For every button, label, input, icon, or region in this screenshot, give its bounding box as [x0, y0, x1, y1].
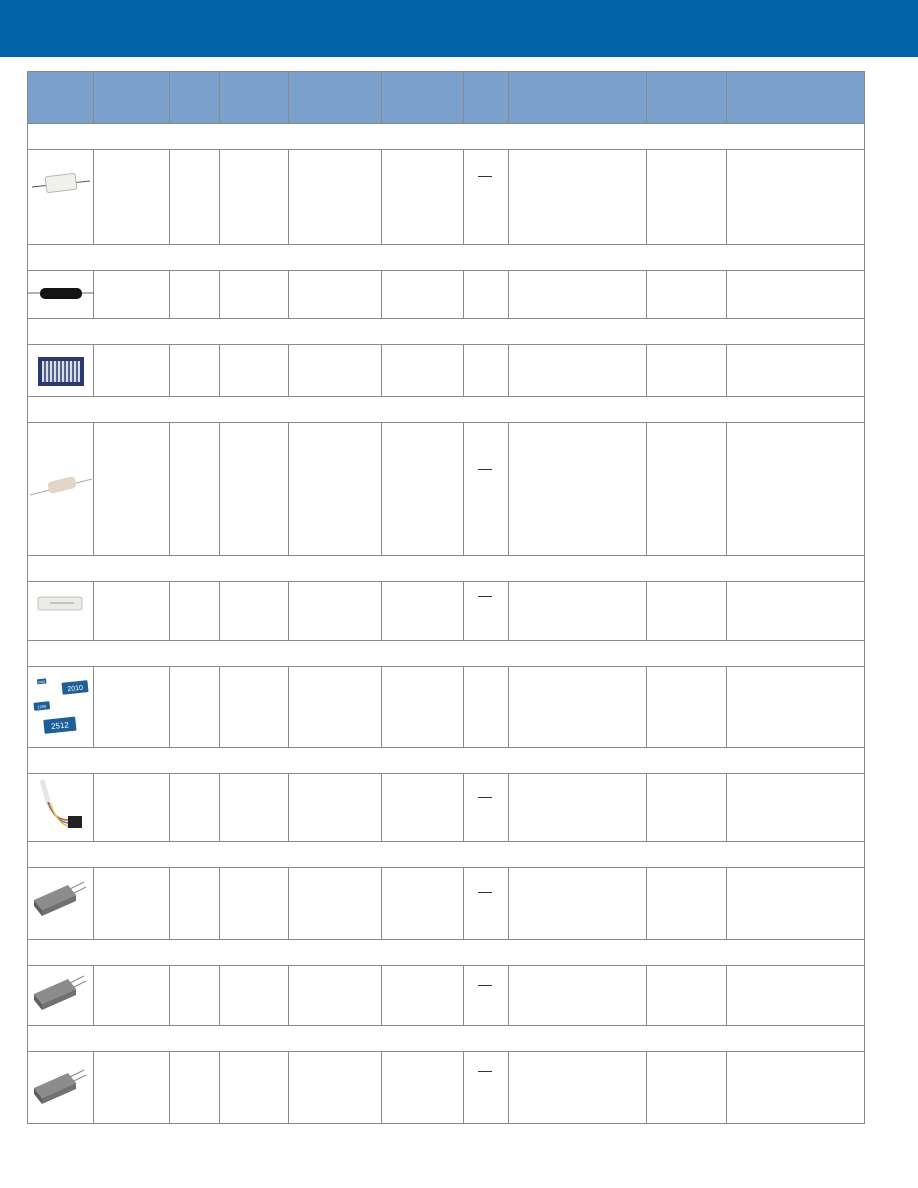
table-row — [28, 423, 865, 556]
product-image-cell — [28, 345, 94, 397]
grid-resistor-module-icon — [28, 345, 94, 397]
column-header — [382, 72, 464, 124]
table-row — [28, 271, 865, 319]
group-row — [28, 319, 865, 345]
dash-cell — [464, 582, 509, 641]
column-header — [28, 72, 94, 124]
group-row — [28, 397, 865, 423]
column-header — [464, 72, 509, 124]
group-label — [28, 124, 865, 150]
group-label — [28, 748, 865, 774]
product-table — [27, 71, 865, 1124]
dash-cell — [464, 423, 509, 556]
chip-resistors-icon — [28, 667, 94, 748]
dash-cell — [464, 271, 509, 319]
wired-connector-resistor-icon — [28, 774, 94, 842]
column-header — [220, 72, 289, 124]
group-label — [28, 319, 865, 345]
grey-radial-block-resistor-icon — [28, 966, 94, 1026]
group-row — [28, 245, 865, 271]
dash-cell — [464, 774, 509, 842]
grey-radial-block-resistor-icon — [28, 868, 94, 940]
product-image-cell — [28, 774, 94, 842]
column-header — [170, 72, 220, 124]
group-label — [28, 397, 865, 423]
column-header — [647, 72, 727, 124]
group-row — [28, 748, 865, 774]
product-image-cell — [28, 271, 94, 319]
group-row — [28, 1026, 865, 1052]
table-row — [28, 966, 865, 1026]
product-image-cell — [28, 966, 94, 1026]
dash-mark — [478, 797, 492, 798]
dash-cell — [464, 667, 509, 748]
group-row — [28, 124, 865, 150]
dash-mark — [478, 596, 492, 597]
table-row — [28, 1052, 865, 1124]
dash-mark — [478, 985, 492, 986]
dash-mark — [478, 176, 492, 177]
dash-cell — [464, 868, 509, 940]
product-image-cell — [28, 150, 94, 245]
product-image-cell — [28, 1052, 94, 1124]
table-row — [28, 150, 865, 245]
table-row — [28, 345, 865, 397]
table-header-row — [28, 72, 865, 124]
group-label — [28, 245, 865, 271]
chip-label: 1206 — [37, 703, 47, 710]
grey-radial-block-resistor-icon — [28, 1052, 94, 1124]
group-label — [28, 556, 865, 582]
chip-label: 2512 — [50, 720, 70, 732]
group-row — [28, 842, 865, 868]
beige-axial-resistor-icon — [28, 423, 94, 556]
group-label — [28, 842, 865, 868]
black-axial-resistor-icon — [28, 271, 94, 319]
group-row — [28, 940, 865, 966]
dash-cell — [464, 1052, 509, 1124]
header-banner — [0, 0, 918, 57]
product-image-cell — [28, 868, 94, 940]
white-ceramic-axial-resistor-icon — [28, 150, 94, 245]
column-header — [509, 72, 647, 124]
table-row — [28, 667, 865, 748]
dash-mark — [478, 1071, 492, 1072]
dash-mark — [478, 469, 492, 470]
dash-cell — [464, 345, 509, 397]
dash-mark — [478, 892, 492, 893]
column-header — [727, 72, 865, 124]
group-label — [28, 940, 865, 966]
group-row — [28, 556, 865, 582]
table-row — [28, 582, 865, 641]
product-image-cell — [28, 423, 94, 556]
chip-label: 2010 — [67, 684, 84, 694]
table-row — [28, 774, 865, 842]
dash-cell — [464, 150, 509, 245]
chip-label: 0805 — [38, 679, 46, 685]
column-header — [94, 72, 170, 124]
dash-cell — [464, 966, 509, 1026]
product-image-cell — [28, 667, 94, 748]
column-header — [289, 72, 382, 124]
table-row — [28, 868, 865, 940]
group-label — [28, 1026, 865, 1052]
white-block-resistor-icon — [28, 582, 94, 641]
group-label — [28, 641, 865, 667]
product-image-cell — [28, 582, 94, 641]
group-row — [28, 641, 865, 667]
